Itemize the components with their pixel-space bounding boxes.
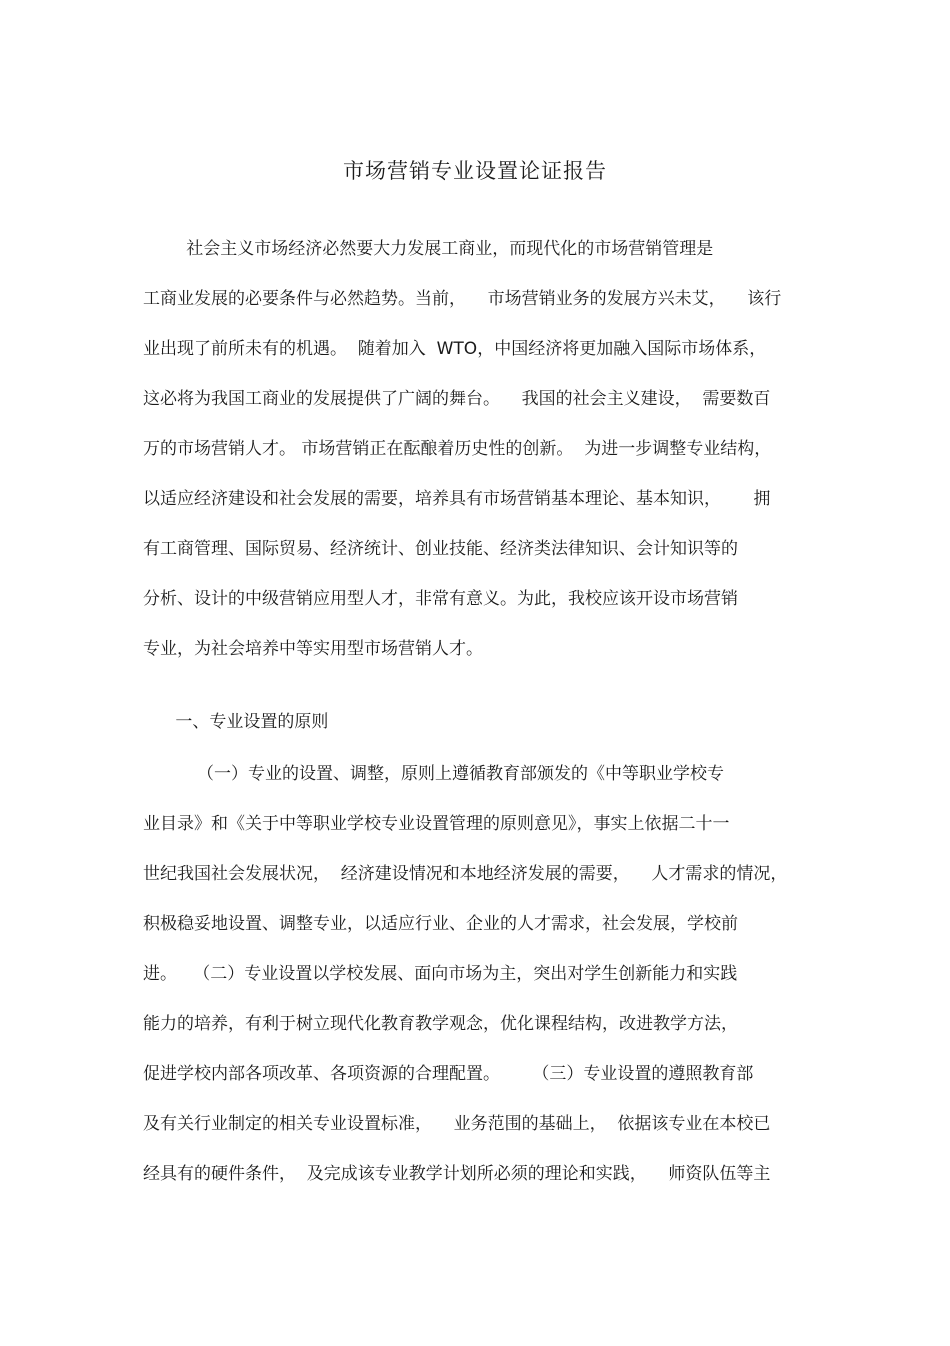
paragraph-line: 工商业发展的必要条件与必然趋势。当前， 市场营销业务的发展方兴未艾， 该行: [143, 289, 782, 309]
paragraph-line: 社会主义市场经济必然要大力发展工商业，而现代化的市场营销管理是: [143, 239, 714, 259]
paragraph-line: 及有关行业制定的相关专业设置标准， 业务范围的基础上， 依据该专业在本校已: [143, 1114, 771, 1134]
paragraph-line: （一）专业的设置、调整，原则上遵循教育部颁发的《中等职业学校专: [143, 764, 725, 784]
paragraph-line: 以适应经济建设和社会发展的需要，培养具有市场营销基本理论、基本知识， 拥: [143, 489, 771, 509]
paragraph-line: 促进学校内部各项改革、各项资源的合理配置。 （三）专业设置的遵照教育部: [143, 1064, 754, 1084]
paragraph-line: 专业，为社会培养中等实用型市场营销人才。: [143, 639, 483, 659]
paragraph-line: 积极稳妥地设置、调整专业，以适应行业、企业的人才需求，社会发展，学校前: [143, 914, 738, 934]
paragraph-line: 能力的培养，有利于树立现代化教育教学观念，优化课程结构，改进教学方法，: [143, 1014, 738, 1034]
paragraph-line: 经具有的硬件条件， 及完成该专业教学计划所必须的理论和实践， 师资队伍等主: [143, 1164, 771, 1184]
paragraph-line: 万的市场营销人才。 市场营销正在酝酿着历史性的创新。 为进一步调整专业结构，: [143, 439, 772, 459]
section-heading: 一、专业设置的原则: [143, 712, 329, 732]
paragraph-line: 有工商管理、国际贸易、经济统计、创业技能、经济类法律知识、会计知识等的: [143, 539, 738, 559]
paragraph-line: 世纪我国社会发展状况， 经济建设情况和本地经济发展的需要， 人才需求的情况，: [143, 864, 788, 884]
paragraph-line: 业出现了前所未有的机遇。 随着加入 WTO，中国经济将更加融入国际市场体系，: [143, 339, 767, 359]
paragraph-line: 进。 （二）专业设置以学校发展、面向市场为主，突出对学生创新能力和实践: [143, 964, 738, 984]
paragraph-line: 分析、设计的中级营销应用型人才，非常有意义。为此，我校应该开设市场营销: [143, 589, 738, 609]
paragraph-line: 这必将为我国工商业的发展提供了广阔的舞台。 我国的社会主义建设， 需要数百: [143, 389, 771, 409]
paragraph-line: 业目录》和《关于中等职业学校专业设置管理的原则意见》，事实上依据二十一: [143, 814, 730, 834]
document-title: 市场营销专业设置论证报告: [343, 159, 607, 183]
